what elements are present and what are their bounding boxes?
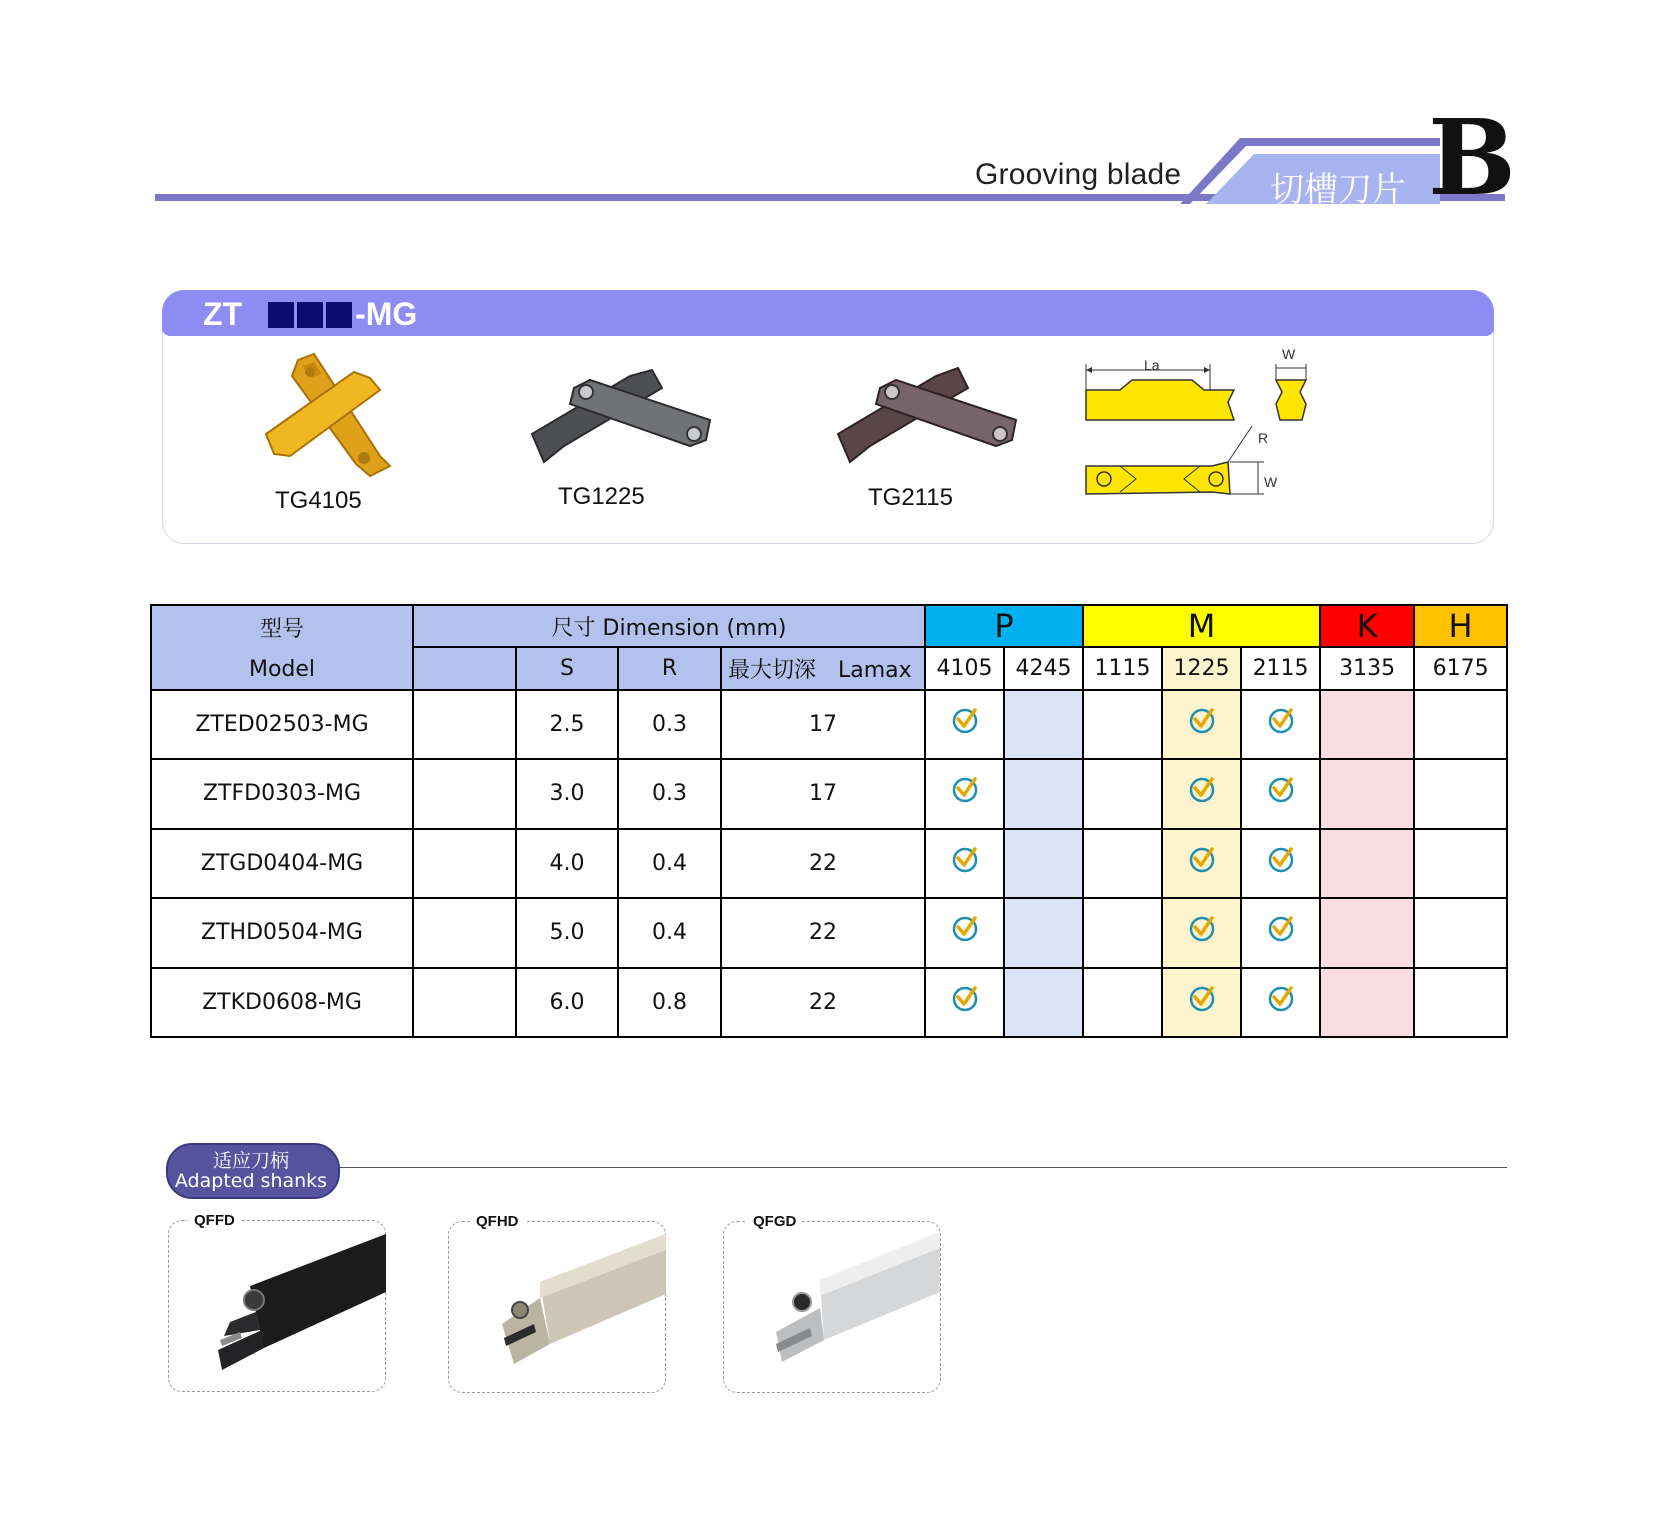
grade-cell <box>1320 829 1414 898</box>
check-icon <box>1188 707 1216 735</box>
series-title <box>203 296 417 333</box>
grade-cell <box>1004 898 1083 967</box>
group-header-h: H <box>1414 605 1507 647</box>
grade-cell <box>1004 759 1083 828</box>
check-icon <box>1267 985 1295 1013</box>
r-cell: 0.8 <box>618 968 721 1037</box>
check-icon <box>951 707 979 735</box>
placeholder-square <box>297 302 323 328</box>
model-cell: ZTFD0303-MG <box>151 759 413 828</box>
model-cell: ZTKD0608-MG <box>151 968 413 1037</box>
grade-cell <box>925 690 1004 759</box>
grade-header: 1115 <box>1083 647 1162 689</box>
section-letter: B <box>1428 96 1516 219</box>
grade-cell <box>925 829 1004 898</box>
s-cell: 3.0 <box>516 759 618 828</box>
grade-cell <box>1162 968 1241 1037</box>
grade-cell <box>1414 759 1507 828</box>
grade-cell <box>1414 690 1507 759</box>
shanks-title-en: Adapted shanks <box>174 1170 328 1192</box>
lamax-cell: 22 <box>721 968 925 1037</box>
check-icon <box>1188 985 1216 1013</box>
check-icon <box>1188 776 1216 804</box>
grade-cell <box>1320 759 1414 828</box>
grade-cell <box>1241 968 1320 1037</box>
lamax-cell: 17 <box>721 690 925 759</box>
table-row <box>151 968 1507 1037</box>
blank-header <box>413 647 516 689</box>
r-cell: 0.4 <box>618 829 721 898</box>
group-header-m: M <box>1083 605 1320 647</box>
s-cell: 5.0 <box>516 898 618 967</box>
insert-image-tg4105 <box>262 352 402 478</box>
grade-cell <box>1162 829 1241 898</box>
insert-grade-label: TG2115 <box>868 484 953 511</box>
s-cell: 2.5 <box>516 690 618 759</box>
grade-cell <box>1320 898 1414 967</box>
grade-header: 4105 <box>925 647 1004 689</box>
model-cell: ZTGD0404-MG <box>151 829 413 898</box>
series-prefix: ZT <box>203 296 243 332</box>
grade-cell <box>1004 829 1083 898</box>
check-icon <box>951 846 979 874</box>
group-header-k: K <box>1320 605 1414 647</box>
blank-cell <box>413 759 516 828</box>
model-header-en: Model <box>248 657 316 683</box>
drawing-label-la: La <box>1144 357 1160 373</box>
blank-cell <box>413 968 516 1037</box>
shank-image-qffd <box>210 1230 386 1380</box>
s-cell: 6.0 <box>516 968 618 1037</box>
check-icon <box>1267 707 1295 735</box>
page-title-cn: 切槽刀片 <box>1270 170 1406 210</box>
check-icon <box>1188 915 1216 943</box>
grade-cell <box>1414 968 1507 1037</box>
check-icon <box>1267 846 1295 874</box>
drawing-label-w: W <box>1264 474 1278 490</box>
grade-cell <box>1162 690 1241 759</box>
grade-cell <box>1004 968 1083 1037</box>
r-cell: 0.3 <box>618 759 721 828</box>
grade-cell <box>925 759 1004 828</box>
drawing-label-w: W <box>1282 346 1296 362</box>
model-cell: ZTED02503-MG <box>151 690 413 759</box>
check-icon <box>1188 846 1216 874</box>
r-cell: 0.3 <box>618 690 721 759</box>
grade-header: 6175 <box>1414 647 1507 689</box>
table-row <box>151 898 1507 967</box>
shank-name: QFGD <box>747 1213 802 1230</box>
grade-cell <box>1083 759 1162 828</box>
grade-header: 4245 <box>1004 647 1083 689</box>
grade-cell <box>1083 829 1162 898</box>
grade-cell <box>1320 690 1414 759</box>
lamax-cell: 17 <box>721 759 925 828</box>
shank-image-qfgd <box>762 1228 940 1374</box>
table-row <box>151 759 1507 828</box>
grade-cell <box>925 968 1004 1037</box>
check-icon <box>951 915 979 943</box>
shank-name: QFHD <box>470 1213 525 1230</box>
shank-name: QFFD <box>188 1212 241 1229</box>
col-header-lamax-cn: 最大切深 <box>728 657 817 683</box>
grade-cell <box>1004 690 1083 759</box>
grade-cell <box>1241 690 1320 759</box>
s-cell: 4.0 <box>516 829 618 898</box>
check-icon <box>1267 776 1295 804</box>
col-header-lamax-en: Lamax <box>838 657 912 683</box>
shanks-rule <box>300 1167 1507 1168</box>
blank-cell <box>413 829 516 898</box>
blank-cell <box>413 898 516 967</box>
grade-cell <box>1414 898 1507 967</box>
dimension-header: 尺寸 Dimension (mm) <box>413 605 925 647</box>
table-row <box>151 829 1507 898</box>
lamax-cell: 22 <box>721 898 925 967</box>
grade-cell <box>1083 690 1162 759</box>
grade-cell <box>1083 898 1162 967</box>
model-cell: ZTHD0504-MG <box>151 898 413 967</box>
col-header-r: R <box>618 647 721 689</box>
grade-header: 2115 <box>1241 647 1320 689</box>
blank-cell <box>413 690 516 759</box>
grade-cell <box>1320 968 1414 1037</box>
grade-header: 1225 <box>1162 647 1241 689</box>
group-header-p: P <box>925 605 1083 647</box>
lamax-cell: 22 <box>721 829 925 898</box>
placeholder-square <box>326 302 352 328</box>
check-icon <box>1267 915 1295 943</box>
grade-cell <box>1241 759 1320 828</box>
grade-cell <box>1414 829 1507 898</box>
grade-cell <box>1241 898 1320 967</box>
grade-cell <box>1083 968 1162 1037</box>
page-title: Grooving blade <box>975 158 1182 191</box>
grade-cell <box>925 898 1004 967</box>
shank-image-qfhd <box>494 1228 666 1374</box>
check-icon <box>951 985 979 1013</box>
grade-cell <box>1241 829 1320 898</box>
table-row <box>151 690 1507 759</box>
col-header-lamax <box>721 647 925 689</box>
placeholder-square <box>268 302 294 328</box>
col-header-s: S <box>516 647 618 689</box>
model-header-cn: 型号 <box>259 617 304 643</box>
spec-table <box>150 604 1508 1038</box>
series-suffix: -MG <box>355 296 418 332</box>
grade-cell <box>1162 759 1241 828</box>
grade-cell <box>1162 898 1241 967</box>
shanks-title-cn: 适应刀柄 <box>212 1150 289 1172</box>
insert-technical-drawing <box>1080 342 1320 508</box>
model-header <box>151 605 413 690</box>
insert-grade-label: TG4105 <box>275 487 362 514</box>
r-cell: 0.4 <box>618 898 721 967</box>
grade-header: 3135 <box>1320 647 1414 689</box>
insert-grade-label: TG1225 <box>558 483 645 510</box>
drawing-label-r: R <box>1258 430 1269 446</box>
insert-image-tg2115 <box>836 366 1020 468</box>
check-icon <box>951 776 979 804</box>
insert-image-tg1225 <box>530 368 714 468</box>
